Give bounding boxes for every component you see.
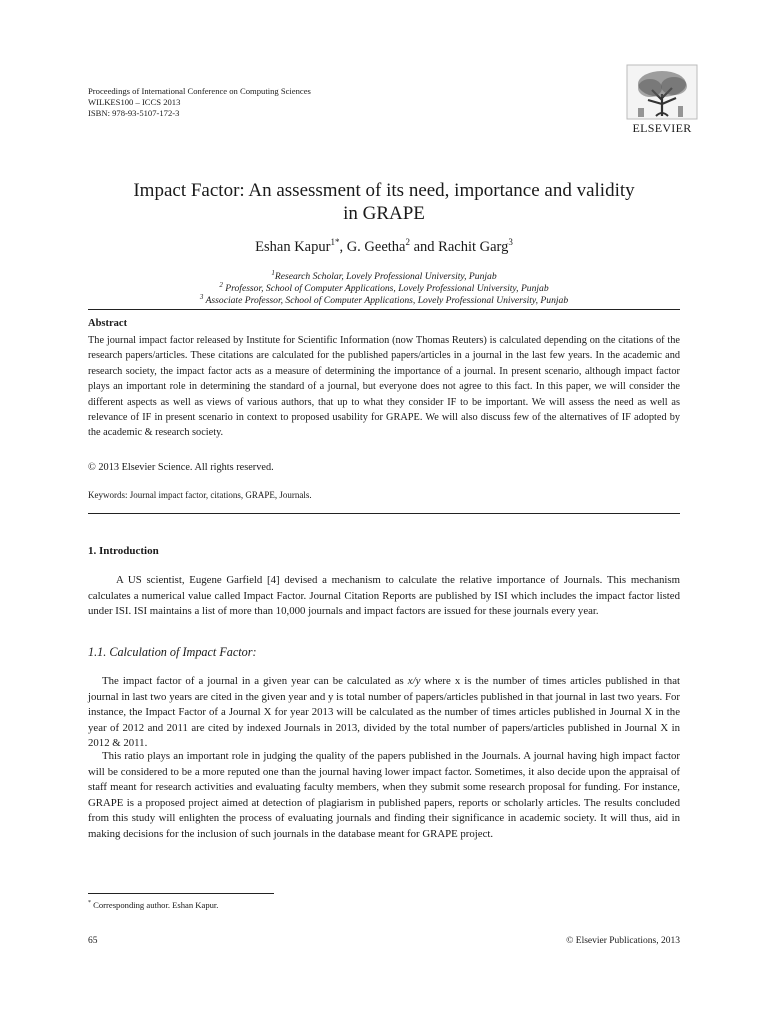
author-name: Eshan Kapur	[255, 238, 331, 255]
footnote-rule	[88, 893, 274, 894]
affiliation-text: Professor, School of Computer Applications, Lovely Professional University, Punjab	[222, 283, 549, 295]
keywords: Keywords: Journal impact factor, citations, GRAPE, Journals.	[88, 490, 312, 500]
affiliation-sup: 2	[219, 281, 223, 289]
author-list	[60, 237, 708, 256]
isbn: ISBN: 978-93-5107-172-3	[88, 108, 180, 118]
calc-formula: x/y	[407, 675, 421, 687]
author-sup: 1*	[330, 237, 340, 247]
calc-text-b: where x is the number of times articles published in that journal in last two years are cited in the given year and y is total number of papers/articles published in that journal in last two years. For instance, the Impact Factor of a Journal X for year 2013 will be calculated as the number of times articles published in Journal X in the year of 2012 and 2011 are cited by indexed Journals in 2013, divided by the total number of papers/articles published in Journal X in 2012 & 2011.	[88, 675, 680, 750]
subsection-heading: 1.1. Calculation of Impact Factor:	[88, 645, 257, 659]
intro-paragraph-text: A US scientist, Eugene Garfield [4] devised a mechanism to calculate the relative importance of Journals. This mechanism calculates a numerical value called Impact Factor. Journal Citation Reports are published by ISI which includes the impact factor listed under ISI. ISI maintains a list of more than 10,000 journals and impact factors are issued for these journals every year.	[88, 574, 680, 618]
author-name: G. Geetha	[346, 238, 406, 255]
affiliation-sup: 1	[271, 269, 275, 277]
abstract-body: The journal impact factor released by Institute for Scientific Information (now Thomas Reuters) is calculated depending on the citations of the research papers/articles. These citations are calculated for the published papers/articles in a journal in the last few years. In the academic and research society, the impact factor acts as a measure of determining the importance of a journal. In present scenario, although impact factor plays an important role in determining the standard of a journal, but everyone does not agree to this fact. In this paper, we will consider the different aspects as well as views of various authors, that up to what they consider IF to be important. We will assess the need as well as relevance of IF in present scenario in context to proposed usability for GRAPE. We will also discuss few of the alternatives of IF adopted by the academic & research society.	[88, 335, 680, 439]
calculation-paragraph	[88, 674, 680, 752]
author-separator: ,	[339, 238, 347, 255]
ratio-paragraph	[88, 749, 680, 843]
conference-name: Proceedings of International Conference on Computing Sciences	[88, 86, 311, 96]
conference-edition: WILKES100 – ICCS 2013	[88, 97, 181, 107]
section-heading: 1. Introduction	[88, 545, 159, 557]
abstract-bottom-rule	[88, 513, 680, 514]
footnote	[88, 900, 218, 910]
intro-paragraph	[88, 573, 680, 620]
abstract-top-rule	[88, 309, 680, 310]
footnote-sup: *	[88, 900, 91, 907]
page-number: 65	[88, 936, 98, 946]
paper-title-line1: Impact Factor: An assessment of its need, importance and validity	[133, 180, 635, 201]
author-sup: 3	[508, 237, 513, 247]
author-separator: and	[409, 238, 439, 255]
author-name: Rachit Garg	[438, 238, 509, 255]
ratio-paragraph-text: This ratio plays an important role in judging the quality of the papers published in the Journals. A journal having high impact factor will be considered to be a more reputed one than the journal having lower impact factor. Sometimes, it also decide upon the appraisal of staff meant for research activities and evaluating faculty members, when they submit some research proposal for funding. For instance, GRAPE is a proposed project aimed at detection of plagiarism in published papers, reports or scholarly articles. The results concluded from this study will enlighten the process of evaluating journals and finding their significance in academic society. It will thus, aid in making decisions for the inclusion of such journals in the database meant for GRAPE project.	[88, 750, 680, 840]
footer-publisher: © Elsevier Publications, 2013	[566, 936, 680, 946]
affiliation-text: Associate Professor, School of Computer Applications, Lovely Professional University, Punjab	[203, 295, 569, 307]
affiliation-text: Research Scholar, Lovely Professional University, Punjab	[274, 271, 497, 283]
footnote-text: Corresponding author. Eshan Kapur.	[91, 900, 219, 910]
affiliation	[60, 291, 708, 307]
affiliation-sup: 3	[199, 293, 204, 301]
author-sup: 2	[405, 237, 410, 247]
publisher-logo-text: ELSEVIER	[632, 121, 692, 135]
copyright-notice: © 2013 Elsevier Science. All rights reserved.	[88, 462, 274, 473]
abstract-heading: Abstract	[88, 318, 128, 329]
paper-title-line2: in GRAPE	[343, 203, 425, 224]
calc-text-a: The impact factor of a journal in a given year can be calculated as	[102, 675, 408, 687]
